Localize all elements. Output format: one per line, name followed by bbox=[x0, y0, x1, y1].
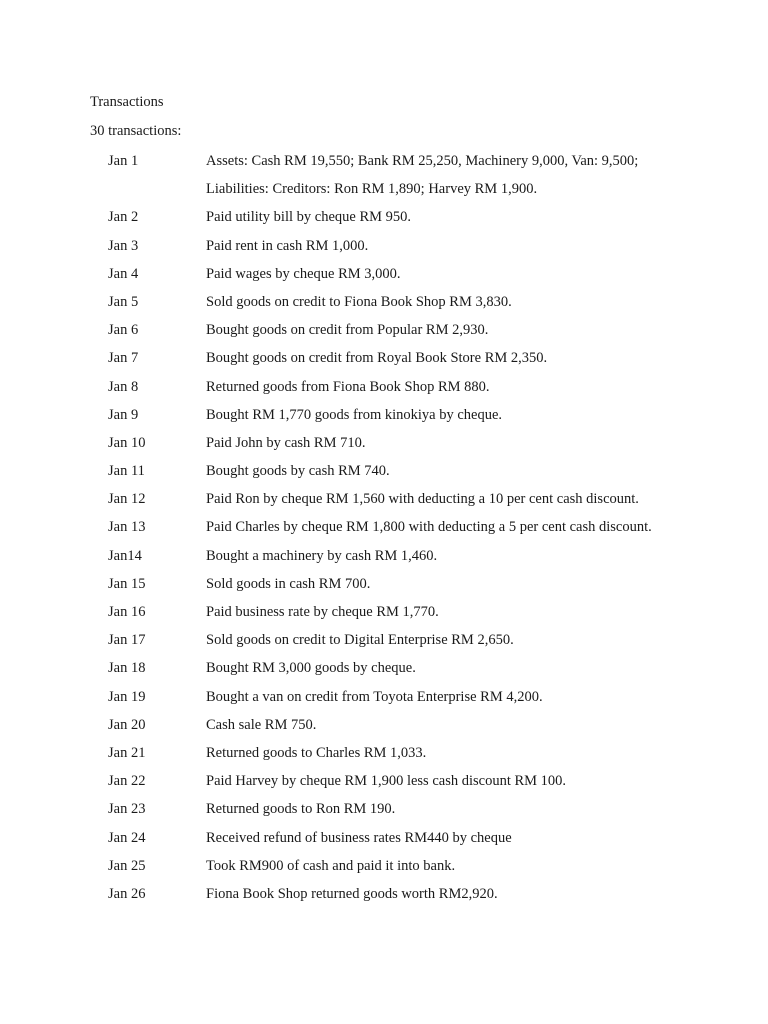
transaction-date: Jan 26 bbox=[108, 885, 146, 902]
transaction-date: Jan 19 bbox=[108, 688, 146, 705]
transaction-description: Liabilities: Creditors: Ron RM 1,890; Harvey RM 1,900. bbox=[206, 181, 538, 198]
transaction-row bbox=[0, 801, 768, 829]
transaction-description: Paid wages by cheque RM 3,000. bbox=[206, 265, 401, 282]
transaction-description: Bought a machinery by cash RM 1,460. bbox=[206, 547, 438, 564]
transaction-date: Jan 20 bbox=[108, 716, 146, 733]
transaction-description: Assets: Cash RM 19,550; Bank RM 25,250, Machinery 9,000, Van: 9,500; bbox=[206, 153, 639, 169]
transaction-date: Jan 17 bbox=[108, 632, 146, 649]
transaction-date: Jan14 bbox=[108, 547, 142, 564]
transaction-row bbox=[0, 153, 768, 181]
transaction-description: Sold goods on credit to Fiona Book Shop RM 3,830. bbox=[206, 293, 512, 310]
transaction-date: Jan 7 bbox=[108, 350, 139, 367]
transaction-row bbox=[0, 407, 768, 435]
transaction-date: Jan 11 bbox=[108, 463, 145, 480]
transaction-date: Jan 16 bbox=[108, 604, 146, 620]
transaction-date: Jan 21 bbox=[108, 744, 146, 761]
transaction-description: Returned goods from Fiona Book Shop RM 880. bbox=[206, 378, 490, 395]
transaction-description: Returned goods to Charles RM 1,033. bbox=[206, 744, 427, 761]
transaction-description: Bought goods by cash RM 740. bbox=[206, 463, 390, 480]
transaction-date: Jan 13 bbox=[108, 519, 146, 536]
transaction-description: Took RM900 of cash and paid it into bank. bbox=[206, 857, 456, 874]
transaction-row bbox=[0, 773, 768, 801]
transaction-row bbox=[0, 576, 768, 604]
transaction-date: Jan 24 bbox=[108, 829, 146, 846]
transaction-description: Paid business rate by cheque RM 1,770. bbox=[206, 604, 439, 620]
transaction-date: Jan 25 bbox=[108, 857, 146, 874]
transaction-description: Paid rent in cash RM 1,000. bbox=[206, 237, 369, 254]
transaction-list bbox=[0, 153, 768, 914]
transaction-description: Bought RM 1,770 goods from kinokiya by cheque. bbox=[206, 406, 503, 423]
document-title: Transactions bbox=[90, 94, 164, 110]
transaction-description: Paid utility bill by cheque RM 950. bbox=[206, 209, 412, 226]
transaction-date: Jan 23 bbox=[108, 801, 146, 818]
transaction-row bbox=[0, 548, 768, 576]
transaction-row bbox=[0, 604, 768, 632]
transaction-date: Jan 10 bbox=[108, 434, 146, 451]
transaction-description: Paid Charles by cheque RM 1,800 with deducting a 5 per cent cash discount. bbox=[206, 519, 652, 536]
transaction-row bbox=[0, 435, 768, 463]
transaction-description: Fiona Book Shop returned goods worth RM2,920. bbox=[206, 885, 498, 902]
transaction-description: Cash sale RM 750. bbox=[206, 716, 317, 733]
transaction-date: Jan 22 bbox=[108, 773, 146, 790]
document-subtitle: 30 transactions: bbox=[90, 123, 182, 139]
transaction-date: Jan 5 bbox=[108, 293, 139, 310]
transaction-row bbox=[0, 294, 768, 322]
transaction-date: Jan 9 bbox=[108, 406, 139, 423]
transaction-date: Jan 3 bbox=[108, 237, 139, 254]
transaction-description: Bought goods on credit from Popular RM 2,930. bbox=[206, 322, 489, 339]
transaction-date: Jan 1 bbox=[108, 153, 139, 169]
transaction-date: Jan 6 bbox=[108, 322, 139, 339]
transaction-row bbox=[0, 519, 768, 547]
transaction-row bbox=[0, 350, 768, 378]
transaction-description: Bought goods on credit from Royal Book Store RM 2,350. bbox=[206, 350, 548, 367]
transaction-row bbox=[0, 886, 768, 914]
transaction-description: Bought a van on credit from Toyota Enterprise RM 4,200. bbox=[206, 688, 543, 705]
transaction-row bbox=[0, 322, 768, 350]
transaction-date: Jan 4 bbox=[108, 265, 139, 282]
transaction-description: Received refund of business rates RM440 by cheque bbox=[206, 829, 512, 846]
transaction-description: Paid John by cash RM 710. bbox=[206, 434, 366, 451]
transaction-date: Jan 15 bbox=[108, 575, 146, 592]
transaction-description: Sold goods on credit to Digital Enterprise RM 2,650. bbox=[206, 632, 514, 649]
transaction-row bbox=[0, 209, 768, 237]
transaction-row bbox=[0, 632, 768, 660]
transaction-row bbox=[0, 830, 768, 858]
transaction-date: Jan 2 bbox=[108, 209, 139, 226]
transaction-row bbox=[0, 379, 768, 407]
transaction-description: Returned goods to Ron RM 190. bbox=[206, 801, 396, 818]
transaction-date: Jan 18 bbox=[108, 660, 146, 677]
transaction-row bbox=[0, 858, 768, 886]
transaction-row bbox=[0, 463, 768, 491]
transaction-row bbox=[0, 238, 768, 266]
transaction-row bbox=[0, 491, 768, 519]
transaction-row bbox=[0, 660, 768, 688]
transaction-row bbox=[0, 717, 768, 745]
transaction-description: Sold goods in cash RM 700. bbox=[206, 575, 371, 592]
transaction-description: Bought RM 3,000 goods by cheque. bbox=[206, 660, 416, 677]
transaction-date: Jan 12 bbox=[108, 491, 146, 508]
transaction-description: Paid Ron by cheque RM 1,560 with deducting a 10 per cent cash discount. bbox=[206, 491, 639, 508]
transaction-row bbox=[0, 266, 768, 294]
transaction-row bbox=[0, 745, 768, 773]
transaction-description: Paid Harvey by cheque RM 1,900 less cash discount RM 100. bbox=[206, 773, 567, 790]
transaction-row bbox=[0, 181, 768, 209]
transaction-date: Jan 8 bbox=[108, 378, 139, 395]
transaction-row bbox=[0, 689, 768, 717]
